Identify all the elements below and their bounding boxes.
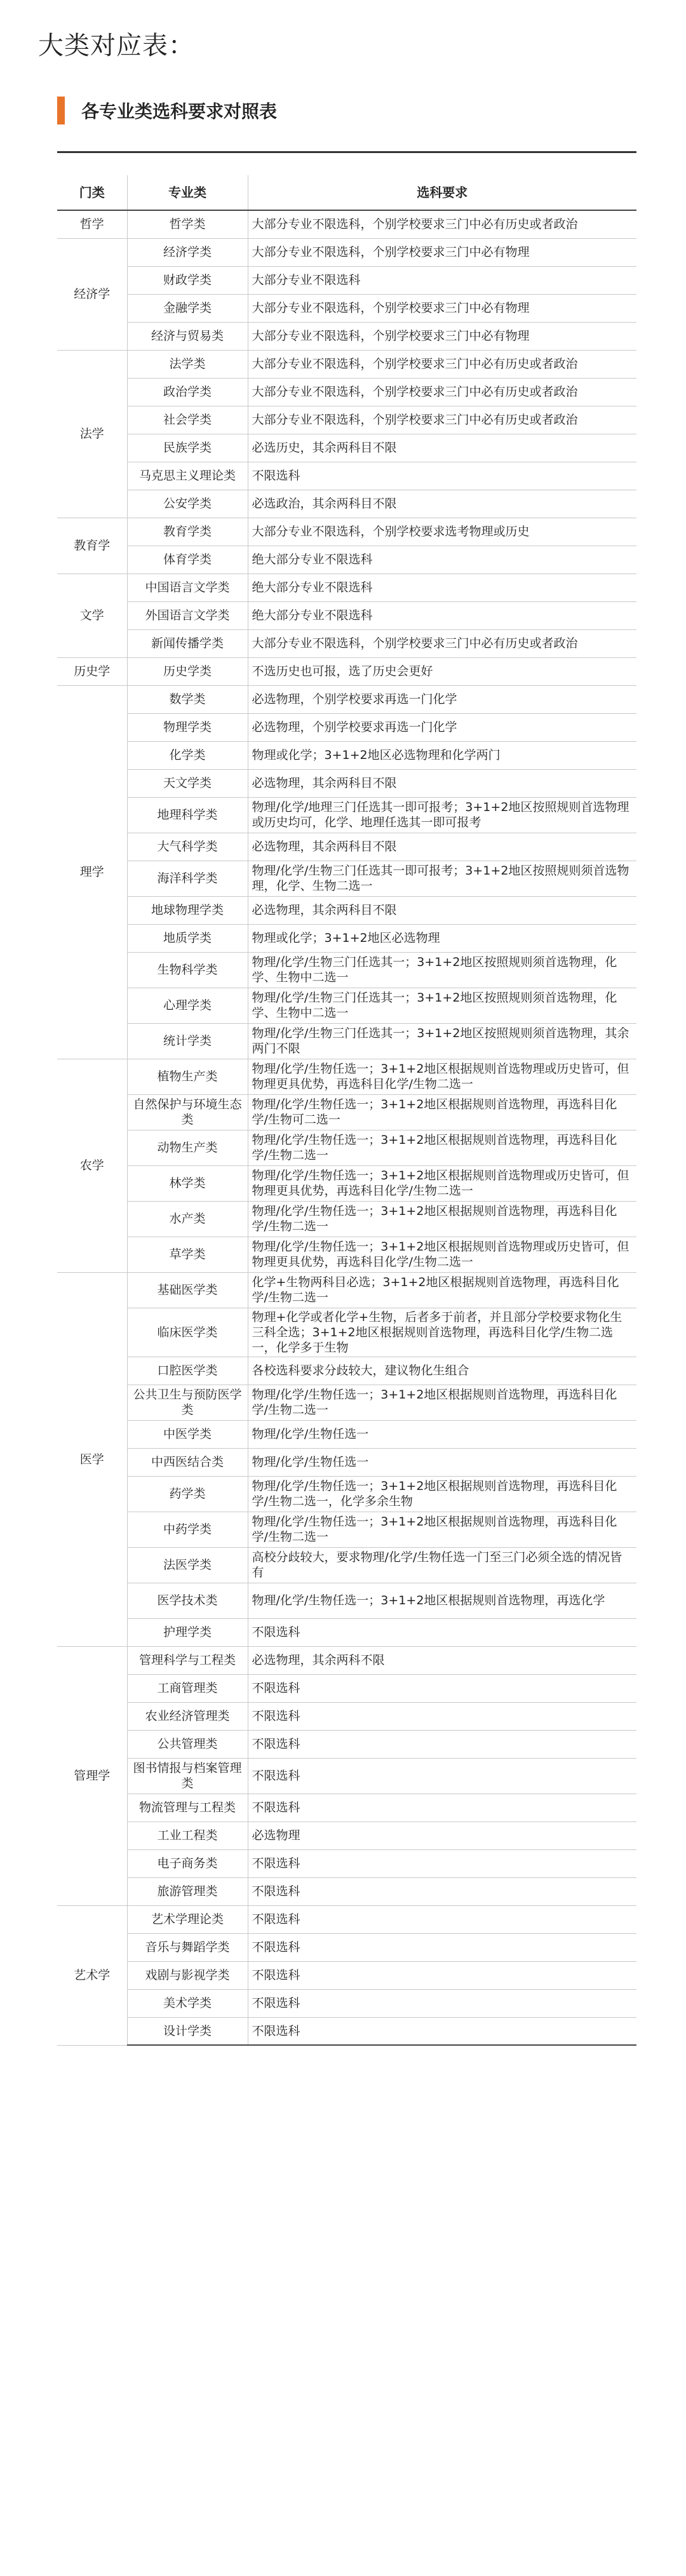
requirement-cell: 物理/化学/生物三门任选其一；3+1+2地区按照规则须首选物理，化学、生物中二选一 — [248, 952, 636, 988]
major-cell: 外国语言文学类 — [127, 601, 248, 629]
major-cell: 经济与贸易类 — [127, 322, 248, 350]
requirement-cell: 必选物理，其余两科不限 — [248, 1646, 636, 1674]
table-row — [57, 1094, 636, 1130]
table-row — [57, 861, 636, 896]
category-cell: 管理学 — [57, 1646, 127, 1905]
table-row — [57, 1130, 636, 1165]
major-cell: 大气科学类 — [127, 833, 248, 861]
major-cell: 化学类 — [127, 741, 248, 769]
requirement-cell: 必选物理，其余两科目不限 — [248, 833, 636, 861]
major-cell: 自然保护与环境生态类 — [127, 1094, 248, 1130]
requirement-cell: 大部分专业不限选科，个别学校要求三门中必有物理 — [248, 238, 636, 266]
requirement-cell: 大部分专业不限选科，个别学校要求三门中必有物理 — [248, 322, 636, 350]
section-title: 各专业类选科要求对照表 — [81, 101, 278, 122]
major-cell: 图书情报与档案管理类 — [127, 1758, 248, 1794]
requirement-cell: 不限选科 — [248, 1758, 636, 1794]
table-row — [57, 1023, 636, 1059]
major-cell: 心理学类 — [127, 988, 248, 1023]
category-cell: 哲学 — [57, 210, 127, 238]
requirement-cell: 必选物理 — [248, 1821, 636, 1849]
requirement-cell: 绝大部分专业不限选科 — [248, 546, 636, 574]
table-row — [57, 1237, 636, 1272]
requirement-cell: 高校分歧较大，要求物理/化学/生物任选一门至三门必须全选的情况皆有 — [248, 1547, 636, 1583]
requirement-cell: 绝大部分专业不限选科 — [248, 574, 636, 601]
requirement-cell: 物理/化学/生物任选一；3+1+2地区根据规则首选物理，再选科目化学/生物二选一 — [248, 1385, 636, 1420]
table-row — [57, 797, 636, 833]
major-cell: 民族学类 — [127, 434, 248, 462]
requirement-cell: 大部分专业不限选科，个别学校要求三门中必有历史或者政治 — [248, 629, 636, 657]
table-body — [57, 210, 636, 2045]
major-cell: 水产类 — [127, 1201, 248, 1237]
requirement-cell: 物理/化学/生物三门任选其一；3+1+2地区按照规则须首选物理，其余两门不限 — [248, 1023, 636, 1059]
major-cell: 动物生产类 — [127, 1130, 248, 1165]
table-header-row — [57, 175, 636, 210]
table-row — [57, 490, 636, 518]
major-cell: 戏剧与影视学类 — [127, 1961, 248, 1989]
section-accent-bar — [57, 97, 65, 124]
column-header-requirement: 选科要求 — [248, 175, 636, 210]
requirement-cell: 物理/化学/生物任选一；3+1+2地区根据规则首选物理或历史皆可，但物理更具优势，再选科目化学/生物二选一 — [248, 1059, 636, 1094]
major-cell: 美术学类 — [127, 1989, 248, 2017]
table-row — [57, 952, 636, 988]
major-cell: 医学技术类 — [127, 1583, 248, 1618]
category-cell: 文学 — [57, 574, 127, 657]
requirement-cell: 绝大部分专业不限选科 — [248, 601, 636, 629]
table-row — [57, 924, 636, 952]
category-cell: 农学 — [57, 1059, 127, 1272]
major-cell: 口腔医学类 — [127, 1357, 248, 1385]
major-cell: 中国语言文学类 — [127, 574, 248, 601]
major-cell: 体育学类 — [127, 546, 248, 574]
major-cell: 法医学类 — [127, 1547, 248, 1583]
requirement-cell: 不限选科 — [248, 1730, 636, 1758]
requirement-cell: 物理或化学；3+1+2地区必选物理 — [248, 924, 636, 952]
requirement-cell: 大部分专业不限选科，个别学校要求选考物理或历史 — [248, 518, 636, 546]
major-cell: 马克思主义理论类 — [127, 462, 248, 490]
major-cell: 数学类 — [127, 685, 248, 713]
requirement-cell: 物理/化学/生物三门任选其一；3+1+2地区按照规则须首选物理，化学、生物中二选一 — [248, 988, 636, 1023]
table-row — [57, 1420, 636, 1448]
table-row — [57, 1448, 636, 1476]
table-row — [57, 1905, 636, 1933]
major-cell: 林学类 — [127, 1165, 248, 1201]
table-row — [57, 210, 636, 238]
requirement-cell: 必选物理，个别学校要求再选一门化学 — [248, 685, 636, 713]
table-row — [57, 1702, 636, 1730]
table-row — [57, 1933, 636, 1961]
major-cell: 旅游管理类 — [127, 1877, 248, 1905]
major-cell: 法学类 — [127, 350, 248, 378]
major-cell: 工业工程类 — [127, 1821, 248, 1849]
requirement-cell: 物理/化学/生物任选一 — [248, 1448, 636, 1476]
table-row — [57, 741, 636, 769]
requirement-cell: 物理/化学/生物任选一；3+1+2地区根据规则首选物理或历史皆可，但物理更具优势，再选科目化学/生物二选一 — [248, 1165, 636, 1201]
table-row — [57, 685, 636, 713]
category-cell: 理学 — [57, 685, 127, 1059]
major-cell: 设计学类 — [127, 2017, 248, 2045]
table-row — [57, 1877, 636, 1905]
table-row — [57, 1794, 636, 1821]
table-row — [57, 1201, 636, 1237]
table-row — [57, 238, 636, 266]
major-cell: 工商管理类 — [127, 1674, 248, 1702]
requirement-cell: 不限选科 — [248, 1905, 636, 1933]
top-rule — [57, 151, 636, 153]
category-cell: 艺术学 — [57, 1905, 127, 2045]
table-row — [57, 1272, 636, 1308]
major-cell: 哲学类 — [127, 210, 248, 238]
table-row — [57, 1308, 636, 1357]
requirement-cell: 不选历史也可报，选了历史会更好 — [248, 657, 636, 685]
table-row — [57, 1821, 636, 1849]
major-cell: 公共管理类 — [127, 1730, 248, 1758]
major-cell: 艺术学理论类 — [127, 1905, 248, 1933]
requirement-cell: 物理/化学/生物任选一；3+1+2地区根据规则首选物理，再选科目化学/生物二选一 — [248, 1130, 636, 1165]
subject-requirements-table — [57, 175, 636, 2046]
table-row — [57, 1357, 636, 1385]
requirement-cell: 物理或化学；3+1+2地区必选物理和化学两门 — [248, 741, 636, 769]
column-header-category: 门类 — [57, 175, 127, 210]
table-row — [57, 657, 636, 685]
table-row — [57, 266, 636, 294]
major-cell: 地球物理学类 — [127, 896, 248, 924]
table-row — [57, 1618, 636, 1646]
table-row — [57, 601, 636, 629]
category-cell: 医学 — [57, 1272, 127, 1646]
table-row — [57, 1961, 636, 1989]
requirement-cell: 物理/化学/生物任选一；3+1+2地区根据规则首选物理，再选科目化学/生物二选一 — [248, 1201, 636, 1237]
requirement-cell: 物理+化学或者化学+生物，后者多于前者，并且部分学校要求物化生三科全选；3+1+2地区根据规则首选物理，再选科目化学/生物二选一，化学多于生物 — [248, 1308, 636, 1357]
requirement-cell: 物理/化学/生物任选一 — [248, 1420, 636, 1448]
major-cell: 历史学类 — [127, 657, 248, 685]
category-cell: 法学 — [57, 350, 127, 518]
major-cell: 音乐与舞蹈学类 — [127, 1933, 248, 1961]
table-row — [57, 2017, 636, 2045]
major-cell: 物流管理与工程类 — [127, 1794, 248, 1821]
requirement-cell: 不限选科 — [248, 1794, 636, 1821]
requirement-cell: 大部分专业不限选科，个别学校要求三门中必有历史或者政治 — [248, 378, 636, 406]
major-cell: 临床医学类 — [127, 1308, 248, 1357]
major-cell: 基础医学类 — [127, 1272, 248, 1308]
section-header — [57, 94, 277, 127]
table-row — [57, 406, 636, 434]
requirement-cell: 大部分专业不限选科 — [248, 266, 636, 294]
major-cell: 财政学类 — [127, 266, 248, 294]
table-row — [57, 769, 636, 797]
major-cell: 中医学类 — [127, 1420, 248, 1448]
requirement-cell: 不限选科 — [248, 1702, 636, 1730]
table-row — [57, 896, 636, 924]
major-cell: 电子商务类 — [127, 1849, 248, 1877]
requirement-cell: 不限选科 — [248, 1674, 636, 1702]
requirement-cell: 必选物理，其余两科目不限 — [248, 769, 636, 797]
major-cell: 经济学类 — [127, 238, 248, 266]
requirement-cell: 大部分专业不限选科，个别学校要求三门中必有物理 — [248, 294, 636, 322]
requirement-cell: 物理/化学/生物任选一；3+1+2地区根据规则首选物理，再选化学 — [248, 1583, 636, 1618]
major-cell: 农业经济管理类 — [127, 1702, 248, 1730]
requirement-cell: 不限选科 — [248, 462, 636, 490]
table-row — [57, 1165, 636, 1201]
table-row — [57, 378, 636, 406]
requirement-cell: 不限选科 — [248, 1877, 636, 1905]
table-row — [57, 1476, 636, 1512]
column-header-major: 专业类 — [127, 175, 248, 210]
major-cell: 中西医结合类 — [127, 1448, 248, 1476]
category-cell: 经济学 — [57, 238, 127, 350]
requirement-cell: 必选物理，个别学校要求再选一门化学 — [248, 713, 636, 741]
major-cell: 公共卫生与预防医学类 — [127, 1385, 248, 1420]
requirement-cell: 物理/化学/生物任选一；3+1+2地区根据规则首选物理，再选科目化学/生物可二选一 — [248, 1094, 636, 1130]
major-cell: 护理学类 — [127, 1618, 248, 1646]
major-cell: 地质学类 — [127, 924, 248, 952]
table-row — [57, 294, 636, 322]
table-row — [57, 434, 636, 462]
requirement-cell: 不限选科 — [248, 2017, 636, 2045]
table-row — [57, 1547, 636, 1583]
table-row — [57, 1512, 636, 1547]
major-cell: 天文学类 — [127, 769, 248, 797]
requirement-cell: 物理/化学/生物三门任选其一即可报考；3+1+2地区按照规则须首选物理，化学、生物二选一 — [248, 861, 636, 896]
requirement-cell: 必选物理，其余两科目不限 — [248, 896, 636, 924]
table-row — [57, 546, 636, 574]
requirement-cell: 必选历史，其余两科目不限 — [248, 434, 636, 462]
table-row — [57, 350, 636, 378]
requirement-cell: 不限选科 — [248, 1961, 636, 1989]
major-cell: 中药学类 — [127, 1512, 248, 1547]
requirement-cell: 大部分专业不限选科，个别学校要求三门中必有历史或者政治 — [248, 350, 636, 378]
category-cell: 教育学 — [57, 518, 127, 574]
table-row — [57, 1385, 636, 1420]
major-cell: 药学类 — [127, 1476, 248, 1512]
major-cell: 物理学类 — [127, 713, 248, 741]
table-row — [57, 462, 636, 490]
table-row — [57, 322, 636, 350]
major-cell: 海洋科学类 — [127, 861, 248, 896]
major-cell: 管理科学与工程类 — [127, 1646, 248, 1674]
table-row — [57, 1583, 636, 1618]
requirement-cell: 物理/化学/地理三门任选其一即可报考；3+1+2地区按照规则首选物理或历史均可，化学、地理任选其一即可报考 — [248, 797, 636, 833]
table-row — [57, 574, 636, 601]
major-cell: 生物科学类 — [127, 952, 248, 988]
table-row — [57, 1059, 636, 1094]
major-cell: 政治学类 — [127, 378, 248, 406]
table-row — [57, 833, 636, 861]
requirement-cell: 物理/化学/生物任选一；3+1+2地区根据规则首选物理或历史皆可，但物理更具优势，再选科目化学/生物二选一 — [248, 1237, 636, 1272]
table-row — [57, 1758, 636, 1794]
requirement-cell: 必选政治，其余两科目不限 — [248, 490, 636, 518]
requirement-cell: 化学+生物两科目必选；3+1+2地区根据规则首选物理，再选科目化学/生物二选一 — [248, 1272, 636, 1308]
page-title: 大类对应表： — [38, 31, 194, 60]
major-cell: 社会学类 — [127, 406, 248, 434]
requirement-cell: 各校选科要求分歧较大，建议物化生组合 — [248, 1357, 636, 1385]
major-cell: 金融学类 — [127, 294, 248, 322]
requirement-cell: 大部分专业不限选科，个别学校要求三门中必有历史或者政治 — [248, 406, 636, 434]
table-row — [57, 1646, 636, 1674]
table-row — [57, 988, 636, 1023]
requirement-cell: 不限选科 — [248, 1989, 636, 2017]
requirement-cell: 物理/化学/生物任选一；3+1+2地区根据规则首选物理，再选科目化学/生物二选一，化学多余生物 — [248, 1476, 636, 1512]
major-cell: 教育学类 — [127, 518, 248, 546]
major-cell: 地理科学类 — [127, 797, 248, 833]
requirement-cell: 不限选科 — [248, 1849, 636, 1877]
major-cell: 植物生产类 — [127, 1059, 248, 1094]
requirement-cell: 不限选科 — [248, 1618, 636, 1646]
table-row — [57, 1849, 636, 1877]
table-row — [57, 1989, 636, 2017]
table-row — [57, 629, 636, 657]
table-row — [57, 713, 636, 741]
major-cell: 统计学类 — [127, 1023, 248, 1059]
requirement-cell: 大部分专业不限选科，个别学校要求三门中必有历史或者政治 — [248, 210, 636, 238]
category-cell: 历史学 — [57, 657, 127, 685]
table-row — [57, 1730, 636, 1758]
major-cell: 草学类 — [127, 1237, 248, 1272]
requirement-cell: 不限选科 — [248, 1933, 636, 1961]
requirement-cell: 物理/化学/生物任选一；3+1+2地区根据规则首选物理，再选科目化学/生物二选一 — [248, 1512, 636, 1547]
table-row — [57, 518, 636, 546]
major-cell: 公安学类 — [127, 490, 248, 518]
table-row — [57, 1674, 636, 1702]
major-cell: 新闻传播学类 — [127, 629, 248, 657]
